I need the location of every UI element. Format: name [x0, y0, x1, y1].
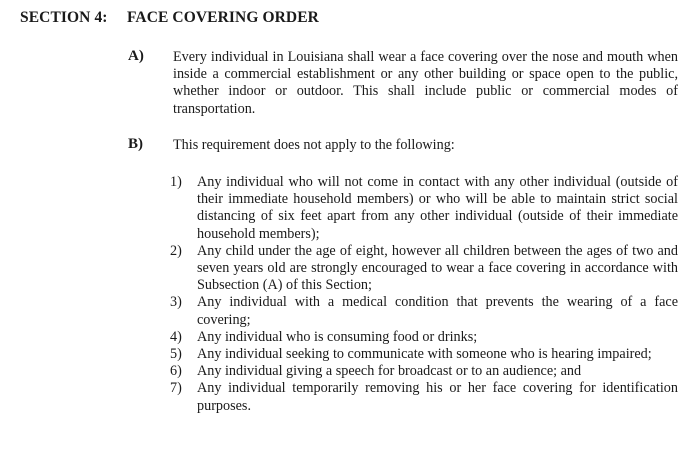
exception-item-5: [170, 346, 678, 363]
section-title: FACE COVERING ORDER: [127, 9, 319, 26]
exception-number: 7): [170, 380, 182, 397]
exception-item-3: [170, 294, 678, 328]
exception-text: Any individual who is consuming food or drinks;: [197, 328, 478, 345]
exception-text: Any individual seeking to communicate with someone who is hearing impaired;: [197, 346, 652, 363]
exception-text: Any individual with a medical condition that prevents the wearing of a face covering;: [197, 294, 678, 328]
subsection-b-text: This requirement does not apply to the following:: [173, 137, 455, 153]
exception-text: Any individual giving a speech for broadcast or to an audience; and: [197, 363, 582, 380]
subsection-a-marker: A): [128, 48, 144, 64]
exception-item-7: [170, 380, 678, 414]
exception-item-6: [170, 363, 678, 380]
exception-text: Any child under the age of eight, however all children between the ages of two and seven years old are strongly encouraged to wear a face covering in accordance with Subsection (A) of this Section;: [197, 242, 678, 294]
exception-text: Any individual who will not come in contact with any other individual (outside of their immediate household members) or who will be able to maintain strict social distancing of six feet apart from any other individual (outside of their immediate household members);: [197, 174, 678, 242]
exception-item-4: [170, 329, 678, 346]
subsection-b-marker: B): [128, 136, 143, 152]
exception-item-1: [170, 174, 678, 243]
exception-text: Any individual temporarily removing his or her face covering for identification purposes.: [197, 380, 678, 414]
subsection-a-text: Every individual in Louisiana shall wear a face covering over the nose and mouth when inside a commercial establishment or any other building or space open to the public, whether indoor or outdoor. This shall include public or commercial modes of transportation.: [173, 49, 678, 117]
section-number: SECTION 4:: [20, 9, 108, 26]
exception-number: 2): [170, 242, 182, 259]
exception-number: 5): [170, 346, 182, 363]
exception-number: 4): [170, 328, 182, 345]
exception-item-2: [170, 243, 678, 295]
exception-number: 1): [170, 174, 182, 190]
exceptions-list: [170, 174, 678, 415]
exception-number: 3): [170, 294, 182, 311]
exception-number: 6): [170, 363, 182, 380]
